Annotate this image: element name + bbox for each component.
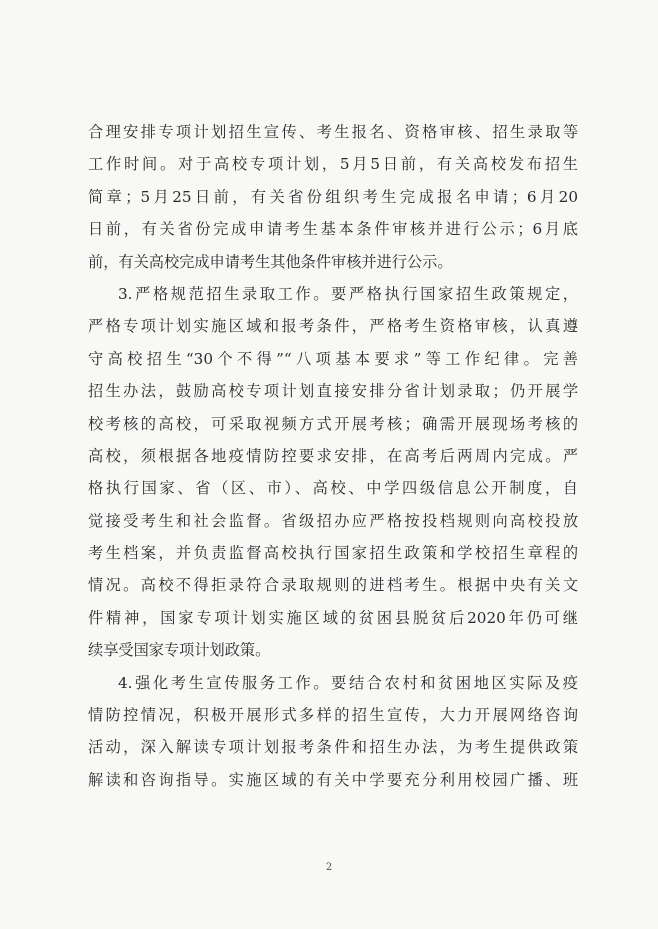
text-line: 情防控情况，积极开展形式多样的招生宣传，大力开展网络咨询 <box>88 706 578 725</box>
text-line: 严格专项计划实施区域和报考条件，严格考生资格审核，认真遵 <box>88 317 578 336</box>
text-line: 觉接受考生和社会监督。省级招办应严格按投档规则向高校投放 <box>88 511 578 530</box>
page-number: 2 <box>325 862 333 873</box>
text-line: 简章；5月25日前，有关省份组织考生完成报名申请；6月20 <box>88 187 578 206</box>
text-line: 守高校招生“30个不得”“八项基本要求”等工作纪律。完善 <box>88 349 578 368</box>
text-line: 情况。高校不得拒录符合录取规则的进档考生。根据中央有关文 <box>88 576 578 595</box>
text-line: 4.强化考生宣传服务工作。要结合农村和贫困地区实际及疫 <box>118 673 578 692</box>
text-line: 续享受国家专项计划政策。 <box>88 641 271 660</box>
text-line: 工作时间。对于高校专项计划，5月5日前，有关高校发布招生 <box>88 155 578 174</box>
text-line: 件精神，国家专项计划实施区域的贫困县脱贫后2020年仍可继 <box>88 608 578 627</box>
paragraph-1 <box>88 116 578 278</box>
text-line: 3.严格规范招生录取工作。要严格执行国家招生政策规定， <box>118 284 578 303</box>
paragraph-2 <box>88 278 578 667</box>
text-line: 高校，须根据各地疫情防控要求安排，在高考后两周内完成。严 <box>88 446 578 465</box>
text-line: 格执行国家、省（区、市）、高校、中学四级信息公开制度，自 <box>88 479 578 498</box>
text-line: 招生办法，鼓励高校专项计划直接安排分省计划录取；仍开展学 <box>88 382 578 401</box>
text-line: 考生档案，并负责监督高校执行国家招生政策和学校招生章程的 <box>88 544 578 563</box>
text-line: 前，有关高校完成申请考生其他条件审核并进行公示。 <box>88 252 453 271</box>
text-line: 日前，有关省份完成申请考生基本条件审核并进行公示；6月底 <box>88 220 578 239</box>
text-line: 校考核的高校，可采取视频方式开展考核；确需开展现场考核的 <box>88 414 578 433</box>
body-text <box>88 116 578 796</box>
text-line: 解读和咨询指导。实施区域的有关中学要充分利用校园广播、班 <box>88 770 578 789</box>
text-line: 合理安排专项计划招生宣传、考生报名、资格审核、招生录取等 <box>88 123 578 141</box>
paragraph-3 <box>88 667 578 797</box>
text-line: 活动，深入解读专项计划报考条件和招生办法，为考生提供政策 <box>88 738 578 757</box>
